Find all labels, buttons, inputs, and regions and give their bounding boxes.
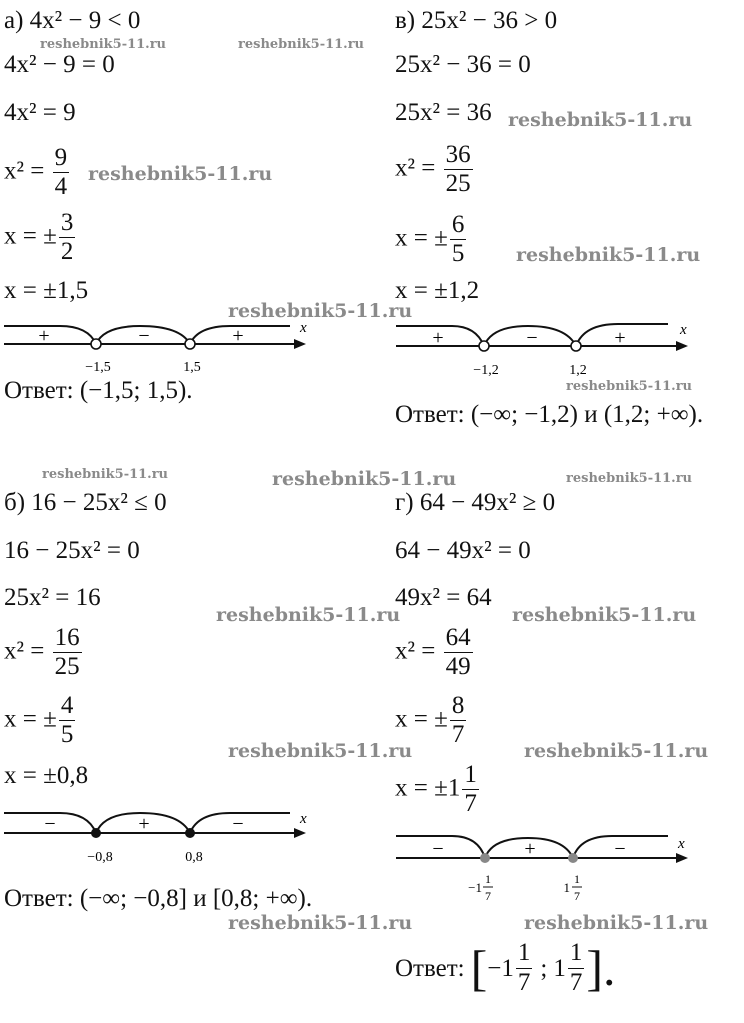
g-sign-1: −: [432, 838, 444, 860]
v-line-3-fraction: [444, 142, 473, 198]
v-line-3-lhs: x² =: [395, 154, 436, 182]
a-line-2: 4x² = 9: [4, 99, 76, 126]
v-axis-arrow: [676, 341, 688, 351]
watermark: reshebnik5-11.ru: [238, 37, 365, 52]
a-line-4-fraction: [59, 210, 76, 266]
watermark: reshebnik5-11.ru: [42, 467, 169, 482]
b-line-4-den: 5: [60, 721, 74, 749]
g-line-3-num: 64: [444, 625, 473, 653]
b-line-4-fraction: [59, 693, 76, 749]
g-point-label-1-den: 7: [485, 889, 491, 903]
g-line-3-fraction: [444, 625, 473, 681]
a-axis-label: x: [300, 320, 307, 336]
v-sign-1: +: [432, 327, 444, 349]
watermark: reshebnik5-11.ru: [508, 109, 693, 131]
g-answer-left-whole: −1: [487, 954, 514, 982]
g-answer: [395, 939, 616, 996]
g-line-5-lhs: x = ±1: [395, 774, 461, 802]
v-line-4-den: 5: [451, 240, 465, 268]
g-line-5-fraction: [462, 762, 479, 818]
b-line-4-num: 4: [59, 693, 76, 721]
g-sign-2: +: [524, 838, 536, 860]
v-point-2: [571, 341, 581, 351]
g-line-1: 64 − 49x² = 0: [395, 537, 531, 564]
b-sign-3: −: [232, 813, 244, 835]
b-point-label-1: −0,8: [87, 850, 113, 865]
a-line-4: [4, 210, 77, 266]
g-answer-close-bracket: ].: [586, 940, 616, 996]
b-line-4-lhs: x = ±: [4, 705, 57, 733]
g-answer-right-den: 7: [569, 968, 583, 996]
b-line-3-lhs: x² =: [4, 637, 45, 665]
a-sign-1: +: [38, 325, 50, 347]
b-line-2: 25x² = 16: [4, 584, 101, 611]
b-line-1: 16 − 25x² = 0: [4, 537, 140, 564]
v-point-1: [479, 341, 489, 351]
g-line-4-fraction: [450, 693, 467, 749]
g-answer-open-bracket: [: [470, 940, 488, 996]
g-answer-left-num: 1: [516, 940, 533, 968]
watermark: reshebnik5-11.ru: [228, 300, 413, 322]
a-title: а) 4x² − 9 < 0: [4, 7, 141, 34]
v-line-4: [395, 212, 468, 268]
b-line-5: x = ±0,8: [4, 762, 89, 789]
g-axis-arrow: [676, 853, 688, 863]
watermark: reshebnik5-11.ru: [88, 163, 273, 185]
a-line-5: x = ±1,5: [4, 277, 89, 304]
a-line-1: 4x² − 9 = 0: [4, 51, 115, 78]
b-point-2: [185, 828, 195, 838]
watermark: reshebnik5-11.ru: [228, 912, 413, 934]
v-line-4-fraction: [450, 212, 467, 268]
v-title: в) 25x² − 36 > 0: [395, 7, 558, 34]
b-answer: Ответ: (−∞; −0,8] и [0,8; +∞).: [4, 885, 313, 912]
g-line-3-den: 49: [445, 653, 471, 681]
b-title: б) 16 − 25x² ≤ 0: [4, 489, 167, 516]
g-point-label-1-num: 1: [485, 872, 491, 886]
b-line-3-num: 16: [53, 625, 82, 653]
v-line-4-num: 6: [450, 212, 467, 240]
v-axis-label: x: [680, 322, 687, 338]
v-point-label-2: 1,2: [569, 363, 587, 378]
g-answer-right-num: 1: [568, 940, 585, 968]
g-line-5: [395, 762, 481, 818]
watermark: reshebnik5-11.ru: [524, 912, 709, 934]
g-answer-separator: ;: [540, 954, 548, 982]
b-line-3: [4, 625, 84, 681]
g-answer-left-fraction: [516, 940, 533, 996]
a-line-4-lhs: x = ±: [4, 222, 57, 250]
watermark: reshebnik5-11.ru: [566, 379, 693, 394]
b-sign-2: +: [138, 813, 150, 835]
g-line-3: [395, 625, 475, 681]
g-axis-label: x: [678, 836, 685, 852]
watermark: reshebnik5-11.ru: [40, 37, 167, 52]
watermark: reshebnik5-11.ru: [272, 468, 457, 490]
g-line-5-num: 1: [462, 762, 479, 790]
g-point-label-2-num: 1: [574, 872, 580, 886]
watermark: reshebnik5-11.ru: [516, 244, 701, 266]
g-point-label-2-den: 7: [574, 889, 580, 903]
g-line-5-den: 7: [464, 790, 477, 818]
v-line-4-lhs: x = ±: [395, 224, 448, 252]
b-point-label-2: 0,8: [185, 850, 203, 865]
a-point-label-2: 1,5: [183, 360, 201, 375]
b-line-3-den: 25: [54, 653, 80, 681]
g-answer-right-whole: 1: [553, 954, 566, 982]
watermark: reshebnik5-11.ru: [228, 740, 413, 762]
a-line-3-fraction: [53, 145, 70, 201]
v-line-1: 25x² − 36 = 0: [395, 51, 531, 78]
a-point-2: [185, 339, 195, 349]
v-line-2: 25x² = 36: [395, 99, 492, 126]
watermark: reshebnik5-11.ru: [216, 604, 401, 626]
a-answer: Ответ: (−1,5; 1,5).: [4, 377, 193, 404]
g-sign-3: −: [614, 838, 626, 860]
a-axis-arrow: [294, 339, 306, 349]
g-answer-right-fraction: [568, 940, 585, 996]
a-arc-left: [4, 326, 96, 344]
watermark: reshebnik5-11.ru: [524, 740, 709, 762]
b-number-line: [0, 803, 320, 873]
b-axis-arrow: [294, 828, 306, 838]
b-line-4: [4, 693, 77, 749]
v-number-line: [392, 318, 712, 388]
watermark: reshebnik5-11.ru: [566, 471, 693, 486]
v-line-3-num: 36: [444, 142, 473, 170]
a-line-3-den: 4: [54, 173, 68, 201]
g-answer-label: Ответ:: [395, 954, 465, 982]
b-line-3-fraction: [53, 625, 82, 681]
v-point-label-1: −1,2: [473, 363, 499, 378]
g-number-line: [392, 830, 712, 920]
g-line-4-num: 8: [450, 693, 467, 721]
a-point-1: [91, 339, 101, 349]
g-answer-left-den: 7: [517, 968, 531, 996]
g-line-4-den: 7: [451, 721, 465, 749]
a-line-3-num: 9: [53, 145, 70, 173]
g-point-label-2-whole: 1: [563, 880, 570, 895]
b-point-1: [91, 828, 101, 838]
watermark: reshebnik5-11.ru: [512, 604, 697, 626]
a-line-3: [4, 145, 71, 201]
v-line-3-den: 25: [445, 170, 471, 198]
g-line-4-lhs: x = ±: [395, 705, 448, 733]
v-sign-3: +: [614, 327, 626, 349]
a-line-3-lhs: x² =: [4, 157, 45, 185]
v-sign-2: −: [526, 327, 538, 349]
b-sign-1: −: [44, 813, 56, 835]
g-line-2: 49x² = 64: [395, 584, 492, 611]
b-axis-label: x: [300, 811, 307, 827]
v-line-3: [395, 142, 475, 198]
a-point-label-1: −1,5: [85, 360, 111, 375]
a-line-4-num: 3: [59, 210, 76, 238]
g-point-label-1-whole: −1: [468, 880, 482, 895]
v-answer: Ответ: (−∞; −1,2) и (1,2; +∞).: [395, 401, 704, 428]
g-point-2: [568, 853, 578, 863]
a-sign-3: +: [232, 325, 244, 347]
v-line-5: x = ±1,2: [395, 277, 480, 304]
g-line-3-lhs: x² =: [395, 637, 436, 665]
g-point-1: [480, 853, 490, 863]
a-sign-2: −: [138, 325, 150, 347]
g-title: г) 64 − 49x² ≥ 0: [395, 489, 556, 516]
a-line-4-den: 2: [60, 238, 74, 266]
